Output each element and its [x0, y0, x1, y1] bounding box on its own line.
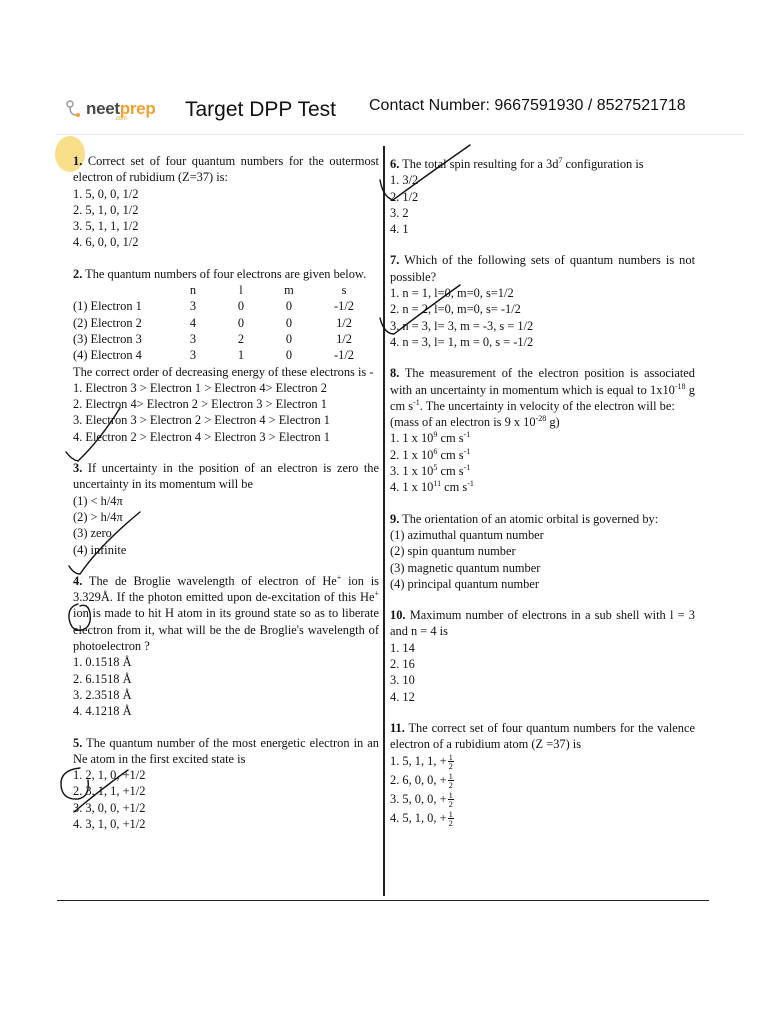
option: 4. 5, 1, 0, + $\frac{1}{2}$ [390, 809, 453, 829]
cell-n: 4 [189, 315, 197, 330]
question-number: 9. [390, 511, 400, 526]
question-number: 8. [390, 366, 400, 381]
option: 4. 4.1218 Å [73, 704, 132, 719]
option: 4. n = 3, l= 1, m = 0, s = -1/2 [390, 334, 534, 349]
option: 1. 14 [390, 640, 415, 655]
table-row [73, 298, 375, 314]
table-row [73, 347, 375, 363]
superscript: 7 [558, 155, 563, 165]
option: 2. n = 2, l=0, m=0, s= -1/2 [390, 302, 521, 317]
table-row [73, 331, 375, 347]
option: 3. 10 [390, 673, 415, 688]
option: 4. Electron 2 > Electron 4 > Electron 3 > Electron 1 [73, 429, 330, 444]
option: (1) azimuthal quantum number [390, 527, 544, 542]
option: 1. n = 1, l=0, m=0, s=1/2 [390, 286, 514, 301]
question-6 [390, 156, 695, 237]
option: 1. 3/2 [390, 173, 419, 188]
column-divider [383, 146, 385, 896]
option: 1. 0.1518 Å [73, 655, 132, 670]
question-note: (mass of an electron is 9 x 10 [390, 415, 536, 430]
question-10 [390, 607, 695, 705]
cell-l: 0 [237, 299, 245, 314]
question-4 [73, 573, 379, 720]
neetprep-logo [64, 98, 155, 120]
option: 3. 5, 1, 1, 1/2 [73, 219, 139, 234]
option: 3. 3, 0, 0, +1/2 [73, 800, 146, 815]
question-stem: configuration is [562, 157, 644, 171]
question-stem: The measurement of the electron position is associated with an uncertainty in momentum which is equal to 1x10 [390, 366, 695, 397]
fraction: $\frac{1}{2}$ [448, 752, 453, 772]
question-stem: The orientation of an atomic orbital is governed by: [402, 511, 659, 526]
question-stem: ion is made to hit H atom in its ground state so as to liberate electron from it, what will be the de Broglie's wavelength of photoelectron ? [73, 606, 379, 654]
cell-s: -1/2 [334, 299, 354, 314]
cell-l: 1 [237, 348, 245, 363]
question-number: 1. [73, 154, 83, 168]
question-number: 3. [73, 461, 83, 476]
question-stem: Correct set of four quantum numbers for the outermost electron of rubidium (Z=37) is: [73, 154, 379, 185]
option: (3) magnetic quantum number [390, 560, 541, 575]
option: (2) > h/4π [73, 509, 123, 524]
question-5 [73, 735, 379, 833]
option: 4. 3, 1, 0, +1/2 [73, 816, 146, 831]
question-note: g) [546, 415, 560, 430]
cell-n: 3 [189, 348, 197, 363]
option: 2. 6.1518 Å [73, 671, 132, 686]
question-stem: Which of the following sets of quantum numbers is not possible? [390, 253, 696, 284]
option: 1. 1 x $10^9$ cm $s^{-1}$ [390, 430, 471, 446]
option: (3) zero [73, 526, 112, 541]
logo-accent-text: prep [119, 99, 156, 118]
row-label: (4) Electron 4 [73, 348, 142, 363]
fraction: $\frac{1}{2}$ [448, 809, 453, 829]
question-number: 4. [73, 573, 83, 588]
question-stem: Maximum number of electrons in a sub shell with l = 3 and n = 4 is [390, 608, 695, 639]
option: 3. 2 [390, 205, 409, 220]
page-title: Target DPP Test [185, 98, 336, 121]
question-2 [73, 266, 379, 445]
question-7 [390, 252, 695, 350]
row-label: (2) Electron 2 [73, 315, 142, 330]
cell-m: 0 [285, 331, 293, 346]
column-header: s [341, 283, 347, 298]
option: 2. 5, 1, 0, 1/2 [73, 202, 139, 217]
option: (2) spin quantum number [390, 544, 516, 559]
option: 3. n = 3, l= 3, m = -3, s = 1/2 [390, 318, 534, 333]
contact-number: Contact Number: 9667591930 / 8527521718 [369, 97, 686, 114]
fraction: $\frac{1}{2}$ [448, 771, 453, 791]
column-header: l [239, 283, 243, 298]
option: 3. Electron 3 > Electron 2 > Electron 4 > Electron 1 [73, 413, 330, 428]
option: 2. Electron 4> Electron 2 > Electron 3 > Electron 1 [73, 397, 327, 412]
question-stem: . The uncertainty in velocity of the electron will be: [419, 398, 675, 413]
superscript: + [336, 572, 342, 582]
option: 4. 1 x $10^{11}$ cm $s^{-1}$ [390, 479, 474, 495]
option: 2. 3, 1, 1, +1/2 [73, 784, 146, 799]
question-9 [390, 511, 695, 592]
right-column [390, 156, 695, 844]
logo-domain: .com [114, 116, 128, 122]
cell-s: 1/2 [336, 331, 352, 346]
option: 2. 16 [390, 657, 415, 672]
header-divider [56, 134, 744, 135]
option: 2. 6, 0, 0, + $\frac{1}{2}$ [390, 771, 453, 791]
option: 4. 12 [390, 689, 415, 704]
question-stem: The total spin resulting for a 3d [402, 157, 559, 171]
cell-s: -1/2 [334, 348, 354, 363]
option: 3. 5, 0, 0, + $\frac{1}{2}$ [390, 790, 453, 810]
question-11 [390, 720, 695, 829]
option: 4. 6, 0, 0, 1/2 [73, 235, 139, 250]
option: 3. 1 x $10^5$ cm $s^{-1}$ [390, 462, 471, 479]
cell-l: 2 [237, 331, 245, 346]
footer-rule [57, 900, 709, 901]
quantum-number-table [73, 282, 375, 363]
question-stem: The de Broglie wavelength of electron of He [88, 573, 337, 588]
question-number: 2. [73, 266, 83, 281]
question-number: 10. [390, 608, 406, 623]
question-3 [73, 460, 379, 558]
cell-m: 0 [285, 299, 293, 314]
cell-n: 3 [189, 299, 197, 314]
option: 3. 2.3518 Å [73, 687, 132, 702]
question-stem: The quantum numbers of four electrons are given below. [85, 266, 367, 281]
cell-m: 0 [285, 348, 293, 363]
question-number: 5. [73, 735, 83, 750]
question-number: 11. [390, 720, 405, 735]
question-stem: The correct set of four quantum numbers for the valence electron of a rubidium atom (Z =37) is [390, 720, 695, 752]
row-label: (1) Electron 1 [73, 299, 142, 314]
superscript: -28 [535, 414, 547, 424]
question-8 [390, 365, 695, 495]
table-header-row [73, 282, 375, 298]
question-1 [73, 153, 379, 251]
cell-s: 1/2 [336, 315, 352, 330]
question-stem: The quantum number of the most energetic electron in an Ne atom in the first excited state is [73, 735, 379, 766]
superscript: -18 [674, 381, 686, 391]
column-header: m [284, 283, 294, 298]
question-number: 6. [390, 157, 400, 171]
cell-n: 3 [189, 331, 197, 346]
option: 1. 5, 0, 0, 1/2 [73, 186, 139, 201]
option: (4) principal quantum number [390, 576, 539, 591]
table-row [73, 315, 375, 331]
option: 2. 1/2 [390, 189, 419, 204]
left-column [73, 153, 379, 847]
option: 1. Electron 3 > Electron 1 > Electron 4> Electron 2 [73, 380, 327, 395]
option: (1) < h/4π [73, 493, 123, 508]
question-stem: ion is 3.329Å. If the photon emitted upon de-excitation of this He [73, 573, 380, 605]
option: 4. 1 [390, 222, 409, 237]
question-number: 7. [390, 253, 400, 268]
option: (4) infinite [73, 542, 127, 557]
cell-l: 0 [237, 315, 245, 330]
row-label: (3) Electron 3 [73, 331, 142, 346]
option: 2. 1 x $10^6$ cm $s^{-1}$ [390, 446, 471, 462]
cell-m: 0 [285, 315, 293, 330]
logo-icon [64, 98, 86, 120]
logo-main-text: neet [86, 99, 120, 118]
question-stem: If uncertainty in the position of an electron is zero the uncertainty in its momentum will be [73, 461, 379, 492]
column-header: n [189, 283, 197, 298]
superscript: + [374, 589, 379, 598]
option: 1. 2, 1, 0, +1/2 [73, 768, 146, 783]
superscript: -1 [413, 397, 420, 407]
fraction: $\frac{1}{2}$ [448, 790, 453, 810]
option: 1. 5, 1, 1, + $\frac{1}{2}$ [390, 752, 453, 772]
question-stem-continued: The correct order of decreasing energy of these electrons is - [73, 364, 374, 379]
question-stem: g cm s [390, 382, 695, 413]
